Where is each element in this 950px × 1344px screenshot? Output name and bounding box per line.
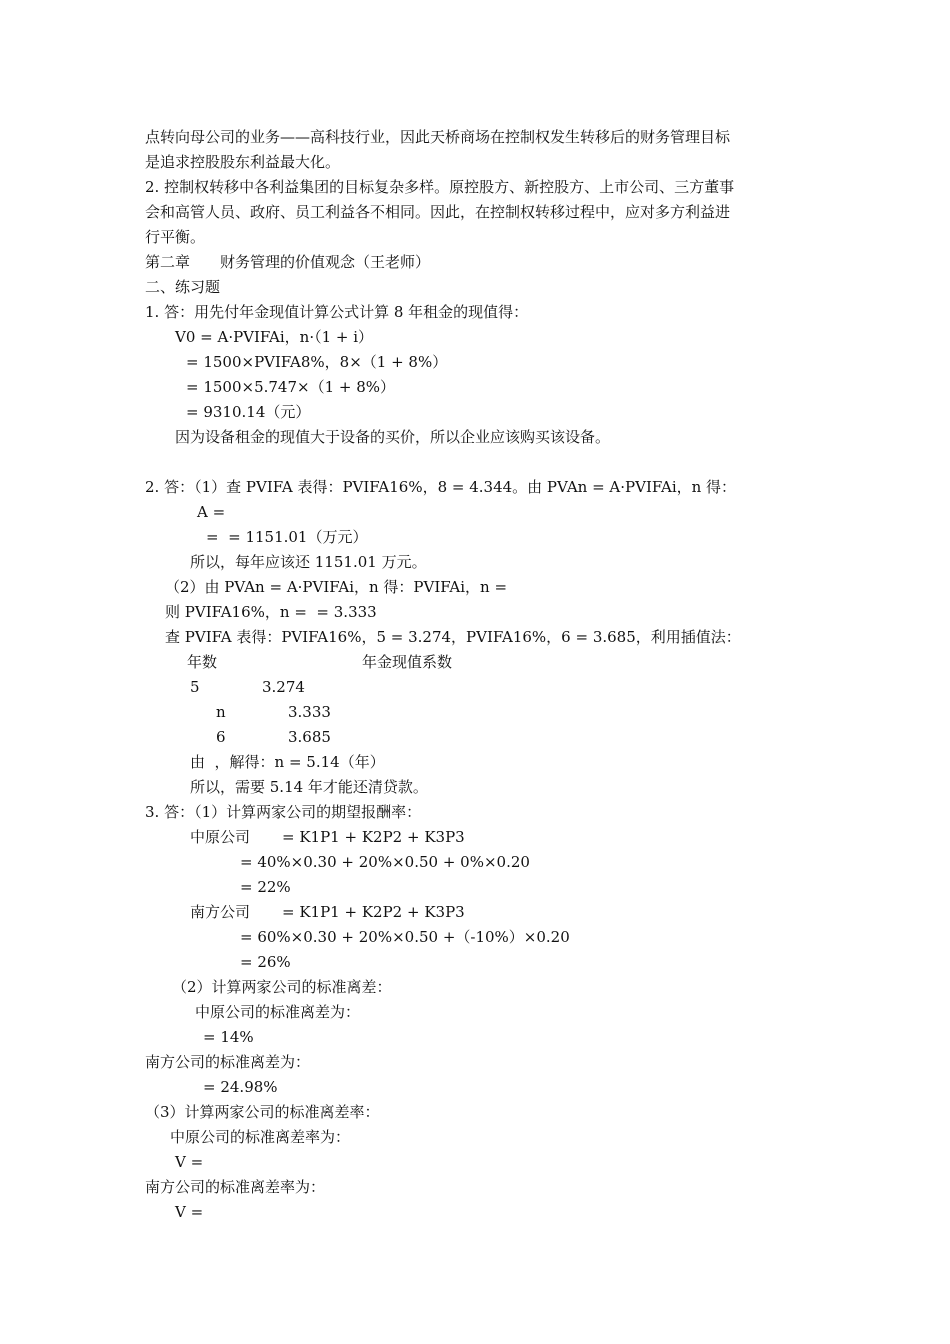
formula-line: = K1P1 + K2P2 + K3P3 [282, 828, 465, 846]
table-cell: 3.333 [288, 703, 331, 721]
text-line: 所以，需要 5.14 年才能还清贷款。 [190, 778, 428, 796]
text-line: （2）计算两家公司的标准离差： [172, 978, 392, 996]
table-cell: 5 [190, 678, 200, 696]
formula-line: V = [175, 1203, 204, 1221]
text-line: 由 ，解得：n = 5.14（年） [190, 753, 385, 771]
formula-line: = 22% [240, 878, 291, 896]
text-line: 因为设备租金的现值大于设备的买价，所以企业应该购买该设备。 [175, 428, 611, 446]
formula-line: = 9310.14（元） [186, 403, 311, 421]
chapter-heading: 第二章 财务管理的价值观念（王老师） [145, 253, 431, 271]
formula-line: = 40%×0.30 + 20%×0.50 + 0%×0.20 [240, 853, 530, 871]
text-line: 2. 控制权转移中各利益集团的目标复杂多样。原控股方、新控股方、上市公司、三方董事 [145, 178, 735, 196]
formula-line: A = [197, 503, 226, 521]
text-line: （3）计算两家公司的标准离差率： [145, 1103, 380, 1121]
text-line: 是追求控股股东利益最大化。 [145, 153, 341, 171]
text-line: 所以，每年应该还 1151.01 万元。 [190, 553, 427, 571]
formula-line: = 26% [240, 953, 291, 971]
answer-heading: 2. 答：（1）查 PVIFA 表得：PVIFA16%，8 = 4.344。由 PVAn = A·PVIFAi，n 得： [145, 478, 737, 496]
section-heading: 二、练习题 [145, 278, 221, 296]
formula-line: V0 = A·PVIFAi，n·（1 + i） [175, 328, 374, 346]
formula-line: = K1P1 + K2P2 + K3P3 [282, 903, 465, 921]
formula-line: = 1500×5.747×（1 + 8%） [186, 378, 396, 396]
table-cell: 3.685 [288, 728, 331, 746]
text-line: 南方公司的标准离差为： [145, 1053, 311, 1071]
text-line: 中原公司的标准离差为： [195, 1003, 361, 1021]
text-line: 查 PVIFA 表得：PVIFA16%，5 = 3.274，PVIFA16%，6 = 3.685，利用插值法： [165, 628, 741, 646]
text-line: 中原公司的标准离差率为： [170, 1128, 351, 1146]
formula-line: 则 PVIFA16%，n = = 3.333 [165, 603, 377, 621]
company-label: 中原公司 [190, 828, 251, 846]
table-cell: n [216, 703, 226, 721]
table-cell: 6 [216, 728, 226, 746]
answer-heading: 3. 答：（1）计算两家公司的期望报酬率： [145, 803, 422, 821]
text-line: （2）由 PVAn = A·PVIFAi，n 得：PVIFAi，n = [165, 578, 508, 596]
text-line: 会和高管人员、政府、员工利益各不相同。因此，在控制权转移过程中，应对多方利益进 [145, 203, 731, 221]
text-line: 行平衡。 [145, 228, 206, 246]
table-header-coefficient: 年金现值系数 [362, 653, 453, 671]
answer-heading: 1. 答：用先付年金现值计算公式计算 8 年租金的现值得： [145, 303, 529, 321]
text-line: 南方公司的标准离差率为： [145, 1178, 326, 1196]
formula-line: = 24.98% [203, 1078, 278, 1096]
formula-line: V = [175, 1153, 204, 1171]
table-cell: 3.274 [262, 678, 305, 696]
formula-line: = = 1151.01（万元） [206, 528, 368, 546]
formula-line: = 60%×0.30 + 20%×0.50 +（-10%）×0.20 [240, 928, 570, 946]
text-line: 点转向母公司的业务——高科技行业，因此天桥商场在控制权发生转移后的财务管理目标 [145, 128, 731, 146]
formula-line: = 14% [203, 1028, 254, 1046]
formula-line: = 1500×PVIFA8%，8×（1 + 8%） [186, 353, 448, 371]
company-label: 南方公司 [190, 903, 251, 921]
table-header-years: 年数 [187, 653, 218, 671]
